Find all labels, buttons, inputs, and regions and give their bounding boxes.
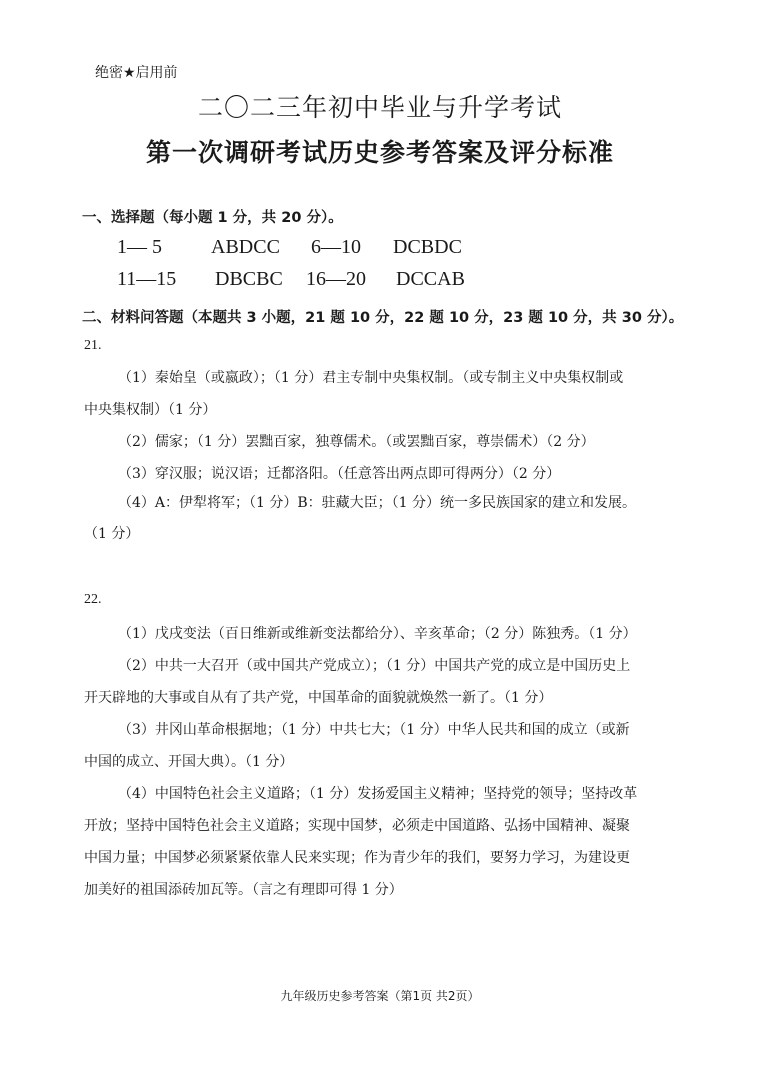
answer-line: （1 分） — [84, 526, 140, 542]
answer-range: 11—15 — [117, 268, 177, 290]
answer-line: 中国力量；中国梦必须紧紧依靠人民来实现；作为青少年的我们，要努力学习，为建设更 — [84, 850, 630, 866]
answer-key: ABDCC — [211, 236, 280, 258]
exam-title: 二〇二三年初中毕业与升学考试 — [197, 93, 562, 122]
answer-line: （2）中共一大召开（或中国共产党成立）；（1 分）中国共产党的成立是中国历史上 — [118, 658, 631, 674]
answer-line: （1）秦始皇（或嬴政）；（1 分）君主专制中央集权制。（或专制主义中央集权制或 — [118, 370, 624, 386]
question-number: 21. — [84, 338, 102, 353]
answer-key: DCBDC — [393, 236, 462, 258]
answer-line: 加美好的祖国添砖加瓦等。（言之有理即可得 1 分） — [84, 882, 403, 898]
question-number: 22. — [84, 592, 102, 607]
answer-key-title: 第一次调研考试历史参考答案及评分标准 — [145, 138, 614, 167]
answer-line: （3）井冈山革命根据地；（1 分）中共七大；（1 分）中华人民共和国的成立（或新 — [118, 722, 630, 738]
answer-key: DBCBC — [215, 268, 283, 290]
answer-line: （2）儒家；（1 分）罢黜百家，独尊儒术。（或罢黜百家，尊崇儒术）（2 分） — [118, 434, 595, 450]
section-heading-choice: 一、选择题（每小题 1 分，共 20 分）。 — [82, 210, 343, 226]
answer-range: 16—20 — [306, 268, 366, 290]
answer-range: 1— 5 — [117, 236, 162, 258]
answer-line: （4）中国特色社会主义道路；（1 分）发扬爱国主义精神；坚持党的领导；坚持改革 — [118, 786, 638, 802]
answer-line: 中央集权制）（1 分） — [84, 402, 217, 418]
answer-key: DCCAB — [396, 268, 465, 290]
answer-range: 6—10 — [311, 236, 361, 258]
section-heading-material: 二、材料问答题（本题共 3 小题，21 题 10 分，22 题 10 分，23 题 10 分，共 30 分）。 — [82, 310, 684, 326]
answer-line: 开放；坚持中国特色社会主义道路；实现中国梦，必须走中国道路、弘扬中国精神、凝聚 — [84, 818, 630, 834]
page-footer: 九年级历史参考答案（第1页 共2页） — [280, 989, 480, 1003]
answer-line: （1）戊戌变法（百日维新或维新变法都给分）、辛亥革命；（2 分）陈独秀。（1 分） — [118, 626, 637, 642]
answer-line: 中国的成立、开国大典）。（1 分） — [84, 754, 294, 770]
answer-line: （3）穿汉服；说汉语；迁都洛阳。（任意答出两点即可得两分）（2 分） — [118, 466, 561, 482]
answer-line: （4）A：伊犁将军；（1 分）B：驻藏大臣；（1 分）统一多民族国家的建立和发展。 — [118, 495, 637, 511]
answer-line: 开天辟地的大事或自从有了共产党，中国革命的面貌就焕然一新了。（1 分） — [84, 690, 553, 706]
confidential-label: 绝密★启用前 — [95, 65, 178, 81]
